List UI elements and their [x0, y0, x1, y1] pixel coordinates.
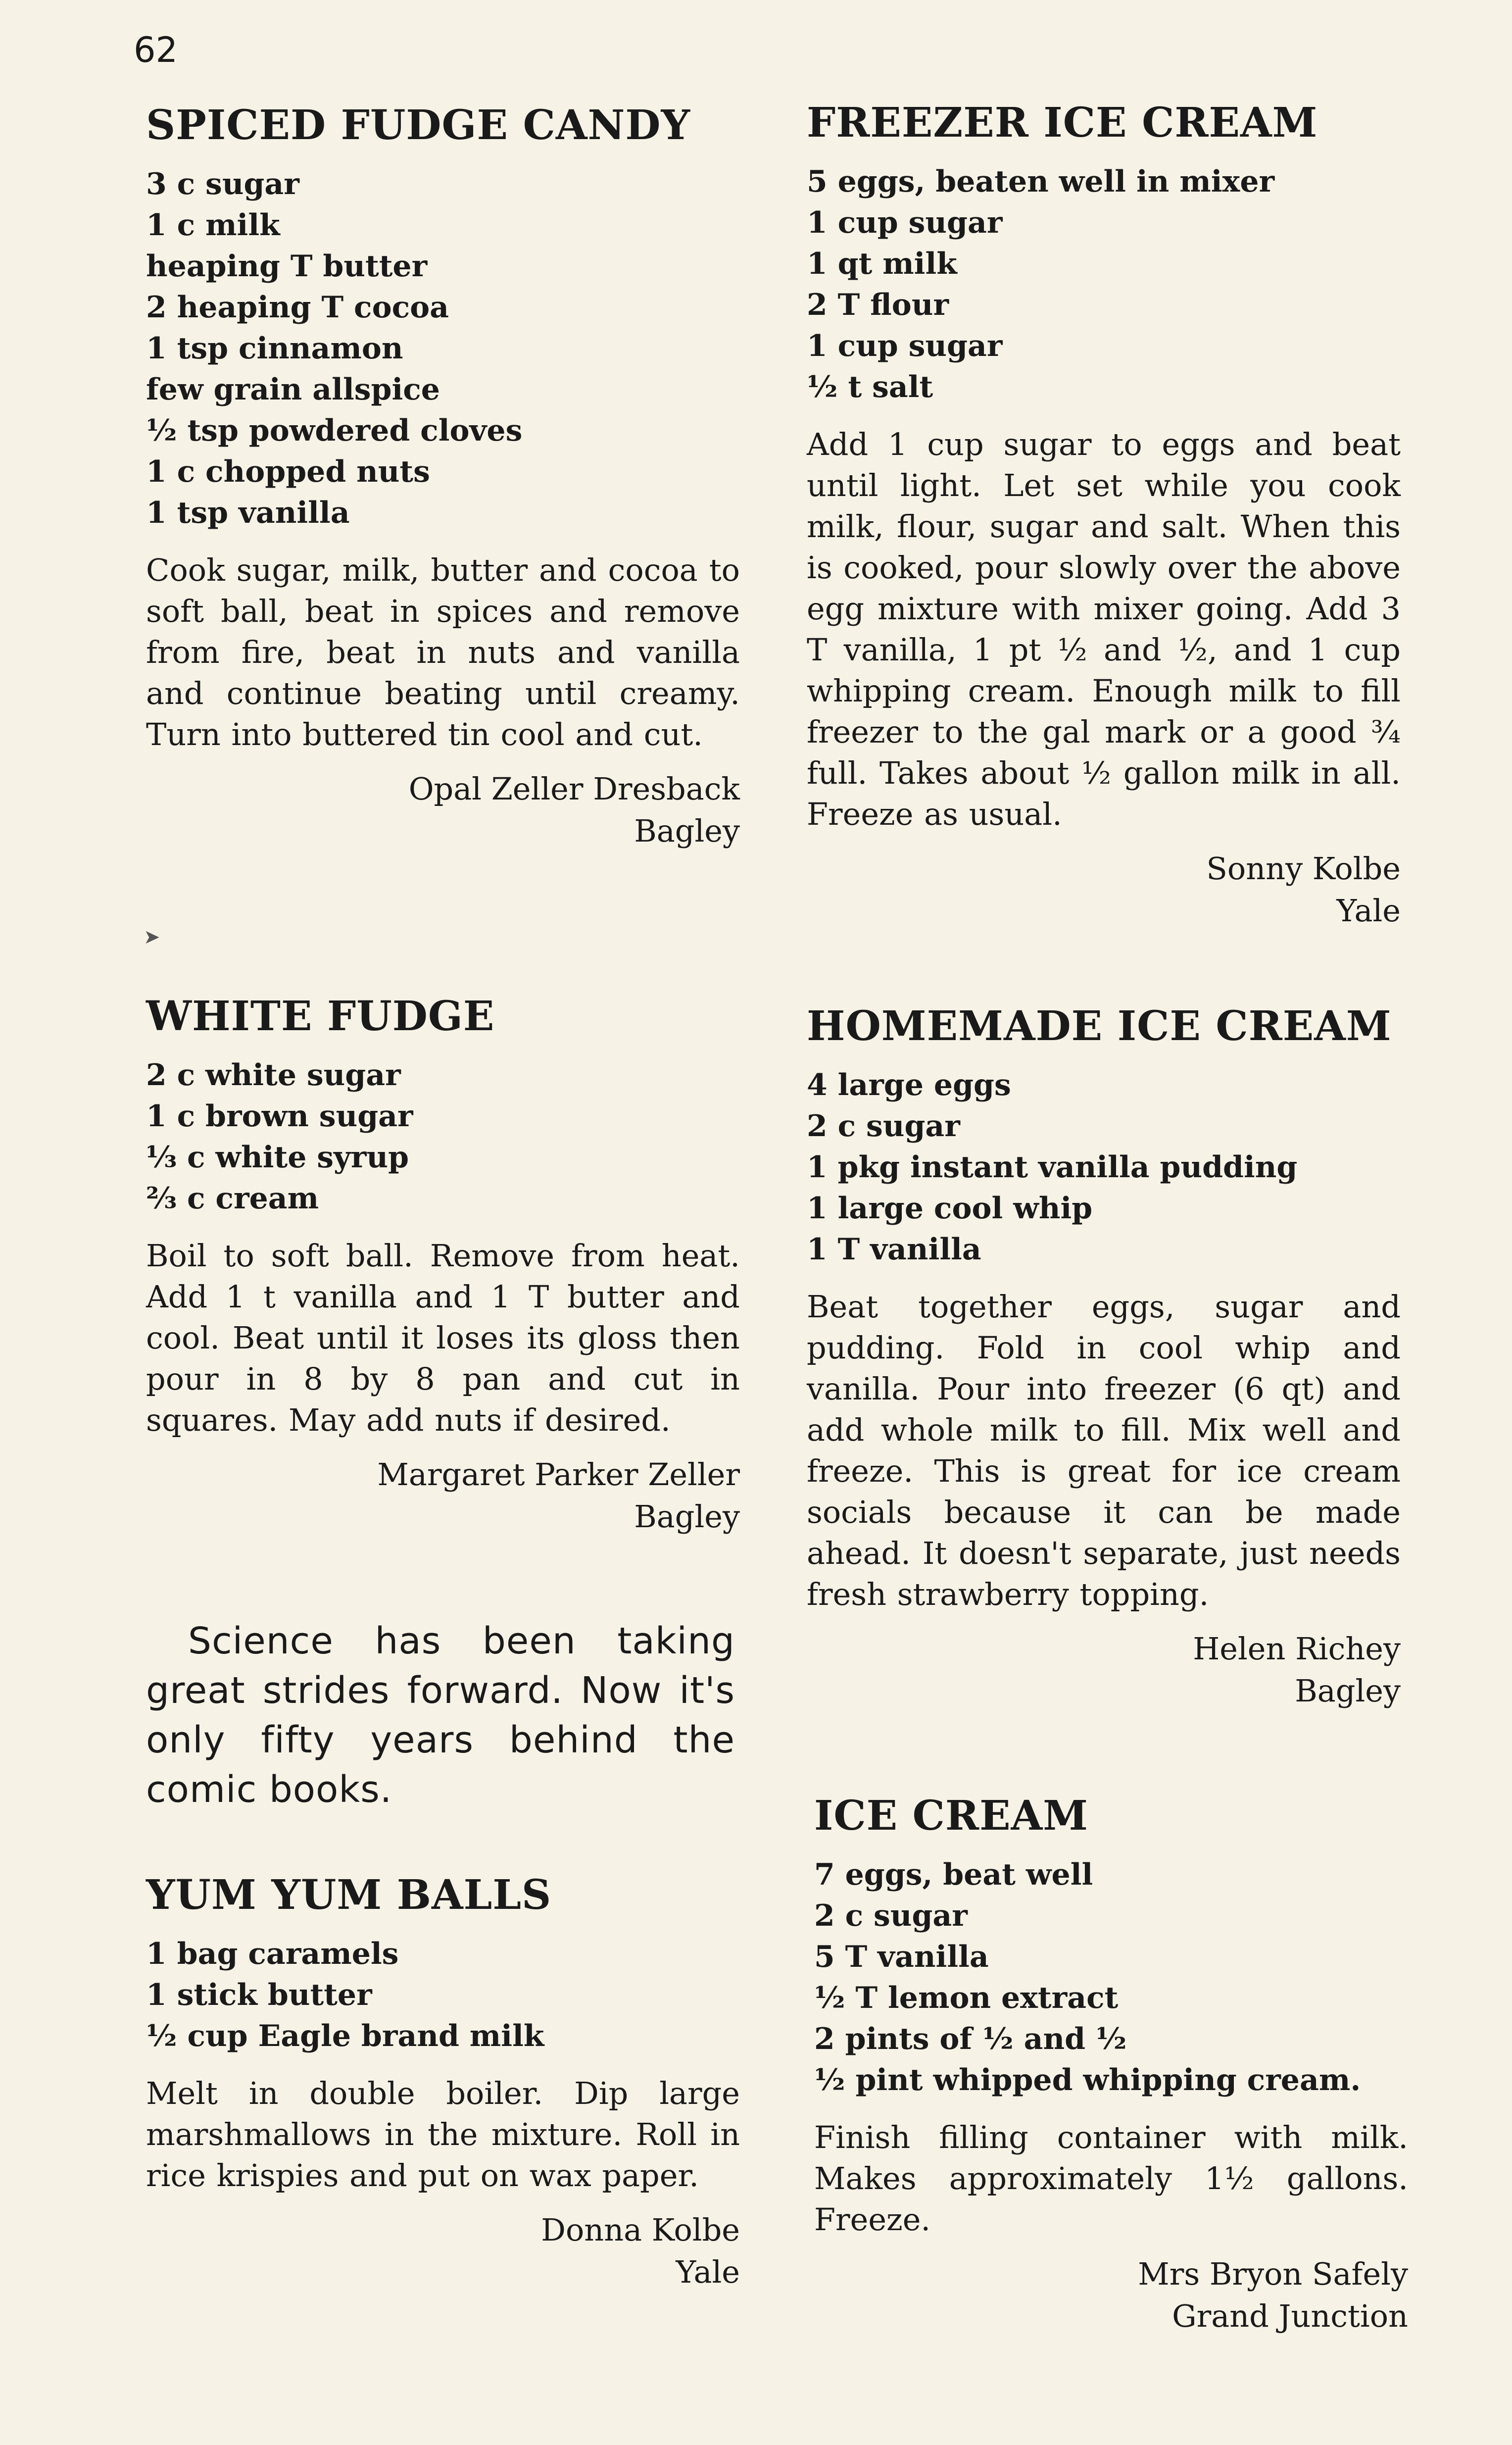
ingredient: 2 T flour	[807, 288, 949, 322]
contributor-town: Grand Junction	[1172, 2298, 1408, 2334]
ingredient-list	[146, 1934, 740, 2057]
ingredient: ⅓ c white syrup	[146, 1140, 409, 1175]
ingredient: 2 c sugar	[814, 1898, 968, 1933]
recipe-contributor	[814, 2253, 1408, 2337]
contributor-town: Bagley	[1295, 1673, 1401, 1709]
ingredient: 1 c milk	[146, 208, 280, 243]
recipe-yum-yum-balls	[146, 1871, 740, 2293]
recipe-instructions: Boil to soft ball. Remove from heat. Add 1 t vanilla and 1 T butter and cool. Beat until it loses its gloss then pour in 8 by 8 pan and cut in squares. May add nuts if desired.	[146, 1238, 740, 1438]
contributor-town: Bagley	[634, 1498, 740, 1535]
recipe-freezer-ice-cream	[807, 99, 1401, 932]
ingredient: 5 T vanilla	[814, 1940, 989, 1974]
ingredient: ½ t salt	[807, 370, 933, 404]
recipe-instructions: Finish filling container with milk. Makes approximately 1½ gallons. Freeze.	[814, 2119, 1408, 2238]
contributor-town: Yale	[676, 2254, 740, 2290]
ingredient: 1 tsp vanilla	[146, 496, 350, 530]
ingredient: 1 tsp cinnamon	[146, 331, 403, 366]
recipe-title: YUM YUM BALLS	[146, 1871, 552, 1919]
ingredient-list	[807, 161, 1401, 408]
ingredient: 4 large eggs	[807, 1068, 1011, 1102]
ingredient: 3 c sugar	[146, 167, 299, 201]
ingredient: 1 cup sugar	[807, 329, 1003, 363]
recipe-title: WHITE FUDGE	[146, 993, 495, 1040]
ingredient: ½ tsp powdered cloves	[146, 413, 523, 448]
contributor-name: Sonny Kolbe	[1206, 850, 1401, 887]
stray-mark: ➤	[144, 926, 160, 948]
ingredient: ½ T lemon extract	[814, 1981, 1119, 2015]
ingredient: 1 c chopped nuts	[146, 454, 430, 489]
ingredient: 2 heaping T cocoa	[146, 290, 449, 325]
recipe-contributor	[807, 848, 1401, 932]
ingredient: 2 c sugar	[807, 1109, 960, 1144]
recipe-spiced-fudge-candy	[146, 101, 740, 852]
recipe-instructions: Beat together eggs, sugar and pudding. Fold in cool whip and vanilla. Pour into freezer (6 qt) and add whole milk to fill. Mix well and freeze. This is great for ice cream socials because it can be made ahead. It doesn't separate, just needs fresh strawberry topping.	[807, 1289, 1401, 1612]
recipe-title: FREEZER ICE CREAM	[807, 99, 1318, 147]
ingredient: 1 bag caramels	[146, 1937, 399, 1971]
ingredient: 1 T vanilla	[807, 1232, 981, 1267]
ingredient: 5 eggs, beaten well in mixer	[807, 164, 1275, 199]
ingredient: 1 c brown sugar	[146, 1099, 413, 1134]
ingredient: heaping T butter	[146, 249, 428, 284]
contributor-name: Opal Zeller Dresback	[408, 771, 740, 807]
ingredient: 2 pints of ½ and ½	[814, 2022, 1127, 2056]
recipe-instructions: Melt in double boiler. Dip large marshmallows in the mixture. Roll in rice krispies and put on wax paper.	[146, 2075, 740, 2194]
ingredient: 1 large cool whip	[807, 1191, 1093, 1226]
contributor-town: Bagley	[634, 813, 740, 849]
contributor-name: Helen Richey	[1193, 1631, 1401, 1667]
ingredient-list	[807, 1065, 1401, 1270]
page-number: 62	[134, 30, 178, 70]
ingredient: ½ pint whipped whipping cream.	[814, 2063, 1361, 2097]
recipe-title: SPICED FUDGE CANDY	[146, 101, 691, 149]
recipe-homemade-ice-cream	[807, 1002, 1401, 1712]
contributor-name: Mrs Bryon Safely	[1138, 2256, 1408, 2292]
ingredient: 1 stick butter	[146, 1978, 372, 2012]
recipe-contributor	[146, 768, 740, 852]
contributor-name: Donna Kolbe	[541, 2212, 740, 2248]
recipe-title: ICE CREAM	[814, 1792, 1088, 1840]
ingredient: 7 eggs, beat well	[814, 1857, 1093, 1892]
contributor-town: Yale	[1336, 893, 1401, 929]
recipe-contributor	[146, 1453, 740, 1538]
ingredient: 1 qt milk	[807, 247, 957, 281]
recipe-instructions: Cook sugar, milk, butter and cocoa to soft ball, beat in spices and remove from fire, beat in nuts and vanilla and continue beating until creamy. Turn into buttered tin cool and cut.	[146, 552, 740, 752]
ingredient: ⅔ c cream	[146, 1181, 319, 1216]
ingredient-list	[814, 1854, 1408, 2101]
recipe-title: HOMEMADE ICE CREAM	[807, 1002, 1392, 1050]
recipe-contributor	[807, 1628, 1401, 1712]
recipe-contributor	[146, 2209, 740, 2293]
recipe-white-fudge	[146, 993, 740, 1538]
recipe-instructions: Add 1 cup sugar to eggs and beat until light. Let set while you cook milk, flour, sugar and salt. When this is cooked, pour slowly over the above egg mixture with mixer going. Add 3 T vanilla, 1 pt ½ and ½, and 1 cup whipping cream. Enough milk to fill freezer to the gal mark or a good ¾ full. Takes about ½ gallon milk in all. Freeze as usual.	[807, 426, 1401, 832]
ingredient: 2 c white sugar	[146, 1058, 401, 1093]
ingredient: 1 cup sugar	[807, 205, 1003, 240]
filler-joke: Science has been taking great strides forward. Now it's only fifty years behind the comic books.	[146, 1620, 735, 1811]
ingredient: 1 pkg instant vanilla pudding	[807, 1150, 1298, 1185]
ingredient: few grain allspice	[146, 372, 440, 407]
contributor-name: Margaret Parker Zeller	[377, 1456, 740, 1493]
recipe-ice-cream	[814, 1792, 1408, 2337]
ingredient-list	[146, 164, 740, 534]
ingredient: ½ cup Eagle brand milk	[146, 2019, 544, 2053]
ingredient-list	[146, 1055, 740, 1219]
